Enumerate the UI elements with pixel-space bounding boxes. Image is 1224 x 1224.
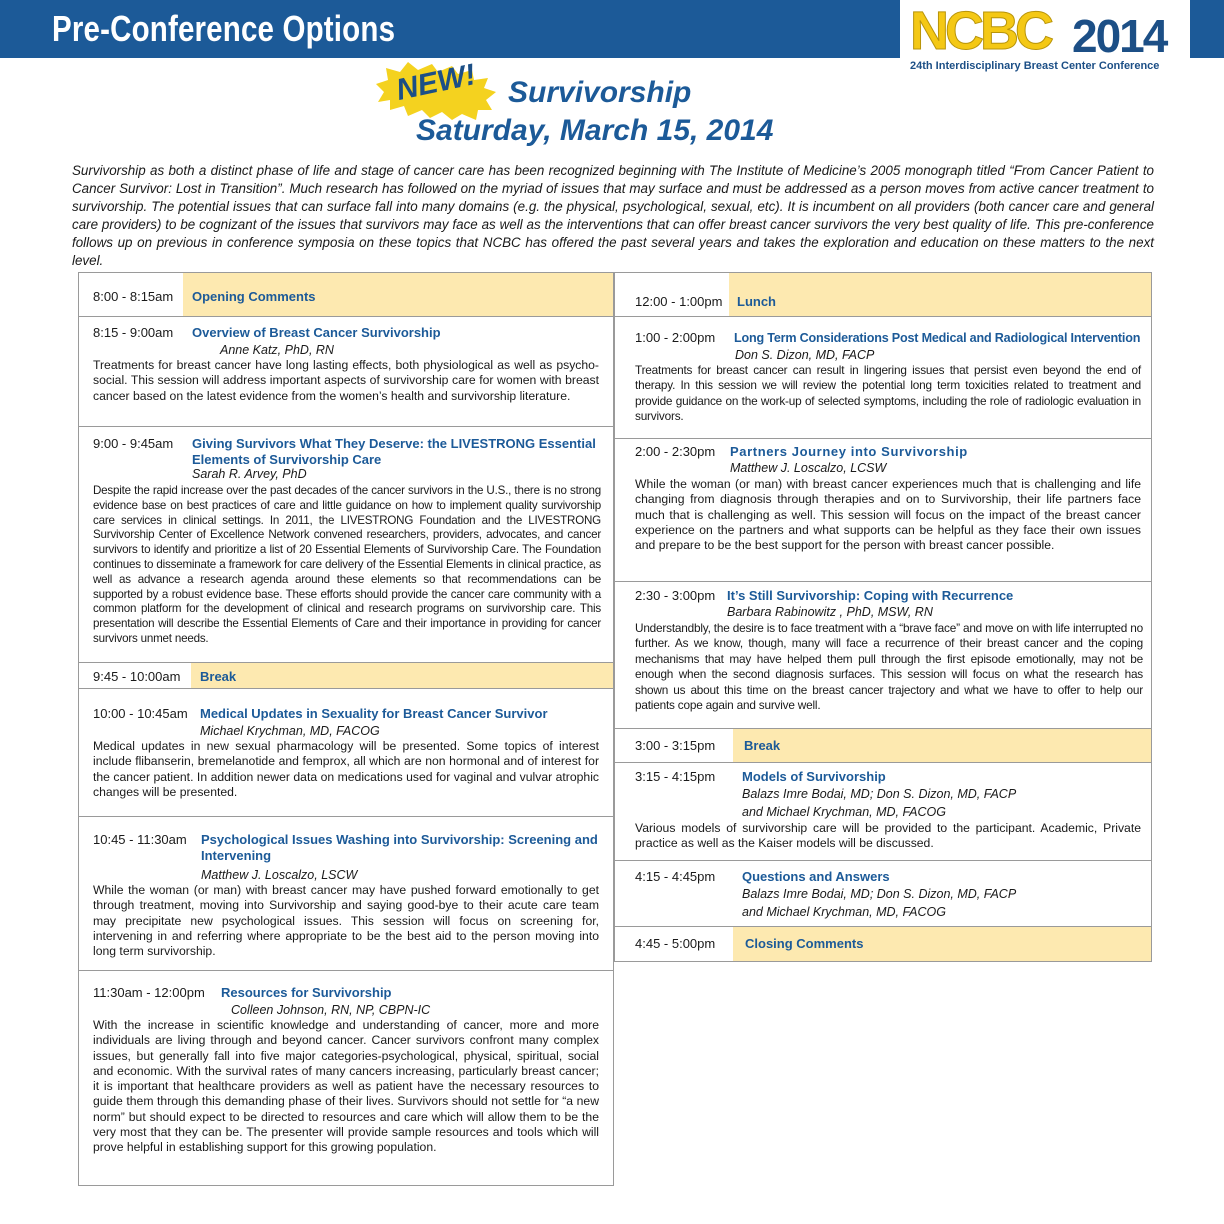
- session-speaker: Sarah R. Arvey, PhD: [192, 467, 307, 481]
- session-speaker: Barbara Rabinowitz , PhD, MSW, RN: [727, 605, 933, 619]
- session-time: 2:30 - 3:00pm: [635, 588, 716, 603]
- logo-subtitle: 24th Interdisciplinary Breast Center Conference: [910, 60, 1160, 72]
- session-description: Treatments for breast cancer can result in lingering issues that persist even beyond the end of therapy. In this session we will review the potential long term toxicities related to treatment and provide guidance on the work-up of selected symptoms, including the role of radiologic evaluation in survivors.: [635, 363, 1141, 424]
- session-description: While the woman (or man) with breast cancer may have pushed forward emotionally to get through treatment, moving into Survivorship and saying good-bye to their acute care team may precipitate new psychological issues. This session will focus on screening for, intervening in and referring where appropriate to be the best aid to the person moving into long term survivorship.: [93, 883, 599, 959]
- session-time: 9:00 - 9:45am: [93, 436, 174, 451]
- session-title: Medical Updates in Sexuality for Breast Cancer Survivor: [200, 706, 548, 721]
- session-models: [615, 763, 1151, 861]
- session-lunch: [615, 273, 1151, 317]
- session-speaker-continued: and Michael Krychman, MD, FACOG: [742, 805, 946, 819]
- session-time: 10:45 - 11:30am: [93, 832, 187, 847]
- session-time: 8:15 - 9:00am: [93, 325, 174, 340]
- session-time: 11:30am - 12:00pm: [93, 985, 205, 1000]
- session-title: Resources for Survivorship: [221, 985, 392, 1000]
- session-break: [79, 663, 613, 689]
- session-title: Break: [200, 669, 237, 684]
- session-time: 1:00 - 2:00pm: [635, 330, 716, 345]
- session-title: Psychological Issues Washing into Survivorship: Screening and Intervening: [201, 832, 598, 863]
- session-title: Partners Journey into Survivorship: [730, 444, 968, 459]
- session-partners: [615, 439, 1151, 582]
- session-speaker: Colleen Johnson, RN, NP, CBPN-IC: [231, 1003, 431, 1017]
- session-description: Various models of survivorship care will be provided to the participant. Academic, Private practice as well as the Kaiser models will be discussed.: [635, 821, 1141, 851]
- session-livestrong: [79, 427, 613, 663]
- session-time: 2:00 - 2:30pm: [635, 444, 716, 459]
- session-title: It’s Still Survivorship: Coping with Recurrence: [727, 588, 1014, 603]
- session-speaker: Anne Katz, PhD, RN: [220, 343, 334, 357]
- headline-date: Saturday, March 15, 2014: [416, 114, 774, 147]
- session-title: Lunch: [737, 294, 776, 309]
- session-title: Closing Comments: [745, 936, 864, 951]
- session-break: [615, 729, 1151, 763]
- session-speaker: Matthew J. Loscalzo, LCSW: [730, 461, 887, 475]
- new-badge-text: NEW!: [393, 58, 479, 107]
- session-time: 8:00 - 8:15am: [93, 289, 174, 304]
- session-title: Questions and Answers: [742, 869, 890, 884]
- headline-topic: Survivorship: [508, 76, 692, 109]
- logo-ncbc-text: NCBC: [910, 1, 1050, 61]
- ncbc-logo: [900, 0, 1190, 78]
- session-speaker: Matthew J. Loscalzo, LSCW: [201, 868, 358, 882]
- session-questions: [615, 861, 1151, 927]
- session-title: Opening Comments: [192, 289, 316, 304]
- session-resources: [79, 971, 613, 1185]
- session-description: Treatments for breast cancer have long lasting effects, both physiological as well as psycho-social. This session will address important aspects of survivorship care for women with breast cancer based on the latest evidence from the women’s health and survivorship literature.: [93, 358, 599, 403]
- session-time: 4:15 - 4:45pm: [635, 869, 716, 884]
- session-speaker: Balazs Imre Bodai, MD; Don S. Dizon, MD, FACP: [742, 787, 1017, 801]
- session-long-term: [615, 317, 1151, 439]
- intro-paragraph: Survivorship as both a distinct phase of life and stage of cancer care has been recognized beginning with The Institute of Medicine’s 2005 monograph titled “From Cancer Patient to Cancer Survivor: Lost in Transition”. Much research has followed on the myriad of issues that may surface and must be addressed as a person moves from active cancer treatment to survivorship. The potential issues that can surface fall into many domains (e.g. the physical, psychological, sexual, etc). It is incumbent on all providers (both cancer care and general care providers) to be cognizant of the issues that survivors may face as well as the interventions that can offer breast cancer survivors the very best quality of life. This pre-conference follows up on previous in conference symposia on these topics that NCBC has offered the past several years and takes the exploration and education on these matters to the next level.: [72, 163, 1154, 268]
- session-closing: [615, 927, 1151, 961]
- session-title: Models of Survivorship: [742, 769, 886, 784]
- page-title: Pre-Conference Options: [52, 8, 396, 49]
- session-time: 4:45 - 5:00pm: [635, 936, 716, 951]
- session-title: Overview of Breast Cancer Survivorship: [192, 325, 441, 340]
- session-time: 12:00 - 1:00pm: [635, 294, 723, 309]
- session-description: While the woman (or man) with breast cancer experiences much that is challenging and life changing from diagnosis through therapies and on to Survivorship, their life partners face much that is challenging as well. This session will focus on the impact of the breast cancer experience on the partners and what supports can be helpful as they face their own issues and prepare to be the best support for the person with breast cancer possible.: [635, 477, 1141, 553]
- session-time: 3:15 - 4:15pm: [635, 769, 716, 784]
- session-time: 10:00 - 10:45am: [93, 706, 188, 721]
- session-description: With the increase in scientific knowledge and understanding of cancer, more and more individuals are living through and beyond cancer. Cancer survivors confront many complex issues, but generally fall into five major categories-psychological, physical, spiritual, social and economic. With the survival rates of many cancers increasing, particularly breast cancer; it is important that healthcare providers as well as patient have the necessary resources to guide them through this demanding phase of their lives. Survivors should not settle for “a new norm” but should expect to be directed to resources and care which will allow them to be the very most that they can be. The presenter will provide sample resources and tools which will prove helpful in establishing support for this growing population.: [93, 1018, 599, 1155]
- session-title: Break: [744, 738, 781, 753]
- session-time: 9:45 - 10:00am: [93, 669, 181, 684]
- session-description: Medical updates in new sexual pharmacology will be presented. Some topics of interest include flibanserin, bremelanotide and femprox, all which are non hormonal and of interest for the cancer patient. In addition newer data on medications used for vaginal and vulvar atrophic changes will be presented.: [93, 739, 599, 799]
- session-speaker: Don S. Dizon, MD, FACP: [735, 348, 875, 362]
- session-sexuality: [79, 689, 613, 817]
- logo-year-text: 2014: [1072, 10, 1167, 62]
- session-title: Long Term Considerations Post Medical and Radiological Intervention: [734, 331, 1141, 345]
- session-recurrence: [615, 582, 1151, 729]
- session-psychological: [79, 817, 613, 971]
- session-description: Understandbly, the desire is to face treatment with a “brave face” and move on with life interrupted no further. As we know, though, many will face a recurrence of their breast cancer and the coping mechanisms that may have helped them pull through the first episode emotionally, may not be enough when the second diagnosis surfaces. This session will focus on what the research has shown us about this time on the breast cancer trajectory and what we have to offer to help our patients cope again and survive well.: [635, 621, 1143, 713]
- session-time: 3:00 - 3:15pm: [635, 738, 716, 753]
- session-description: Despite the rapid increase over the past decades of the cancer survivors in the U.S., there is no strong evidence base on best practices of care and little guidance on how to implement quality survivorship care services in clinical settings. In 2011, the LIVESTRONG Foundation and the LIVESTRONG Survivorship Center of Excellence Network convened researchers, providers, advocates, and cancer survivors to identify and prioritize a list of 20 Essential Elements of Survivorship Care. The Foundation continues to disseminate a framework for care delivery of the Essential Elements in clinical practice, as well as advance a research agenda around these elements so that recommendations can be supported by a robust evidence base. These efforts should provide the cancer care community with a common platform for the development of clinical and research programs on survivorship care. This presentation will describe the Essential Elements of Care and their importance in providing for cancer survivors unmet needs.: [93, 484, 601, 645]
- session-opening: [79, 273, 613, 317]
- session-overview: [79, 317, 613, 427]
- schedule-left-column: [78, 272, 614, 1186]
- session-title: Giving Survivors What They Deserve: the LIVESTRONG Essential Elements of Survivorship Care: [192, 436, 596, 467]
- session-speaker: Michael Krychman, MD, FACOG: [200, 724, 380, 738]
- schedule-right-column: [614, 272, 1152, 962]
- session-speaker: Balazs Imre Bodai, MD; Don S. Dizon, MD, FACP: [742, 887, 1017, 901]
- session-speaker-continued: and Michael Krychman, MD, FACOG: [742, 905, 946, 919]
